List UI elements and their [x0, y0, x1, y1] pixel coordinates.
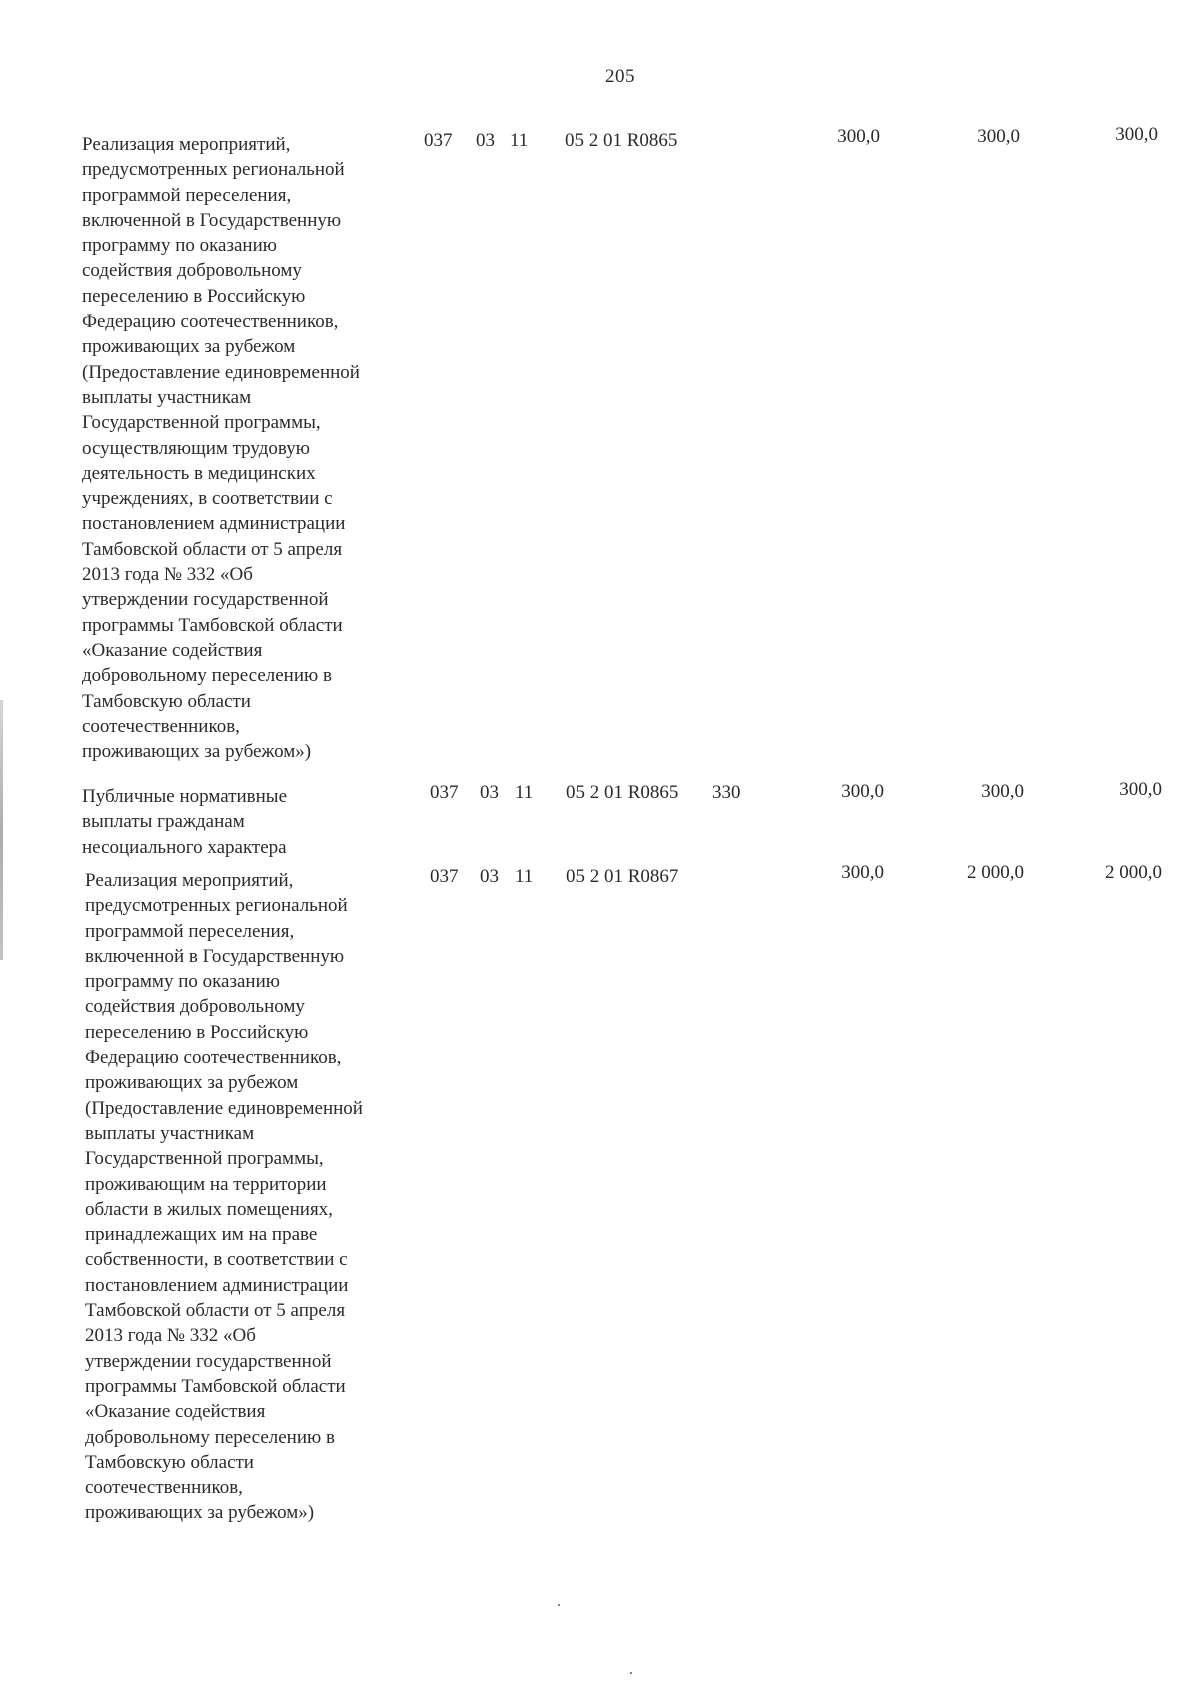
section-code: 03 — [480, 782, 499, 803]
expense-type-code: 330 — [712, 782, 741, 803]
subsection-code: 11 — [510, 130, 529, 151]
amount-1: 300,0 — [837, 126, 880, 147]
amount-2: 300,0 — [981, 781, 1024, 802]
target-article-code: 05 2 01 R0865 — [566, 782, 679, 803]
ministry-code: 037 — [430, 782, 459, 803]
target-article-code: 05 2 01 R0867 — [566, 866, 679, 887]
amount-3: 300,0 — [1115, 124, 1158, 145]
subsection-code: 11 — [515, 866, 534, 887]
page-number: 205 — [605, 66, 635, 87]
section-code: 03 — [476, 130, 495, 151]
row-description: Публичные нормативные выплаты гражданам несоциального характера — [82, 786, 288, 858]
ministry-code: 037 — [424, 130, 453, 151]
amount-1: 300,0 — [841, 862, 884, 883]
scan-speck — [630, 1672, 632, 1674]
scan-speck — [558, 1604, 560, 1606]
section-code: 03 — [480, 866, 499, 887]
row-description: Реализация мероприятий, предусмотренных региональной программой переселения, включенной в Государственную программу по оказанию содействия добровольному переселению в Российскую Федерацию соотечественников, проживающих за рубежом (Предоставление единовременной выплаты участникам Государственной программы, осуществляющим трудовую деятельность в медицинских учреждениях, в соответствии с постановлением администрации Тамбовской области от 5 апреля 2013 года № 332 «Об утверждении государственной программы Тамбовской области «Оказание содействия добровольному переселению в Тамбовскую области соотечественников, проживающих за рубежом») — [82, 134, 360, 763]
amount-2: 300,0 — [977, 126, 1020, 147]
amount-2: 2 000,0 — [967, 862, 1024, 883]
amount-3: 2 000,0 — [1105, 862, 1162, 883]
row-description: Реализация мероприятий, предусмотренных региональной программой переселения, включенной в Государственную программу по оказанию содействия добровольному переселению в Российскую Федерацию соотечественников, проживающих за рубежом (Предоставление единовременной выплаты участникам Государственной программы, проживающим на территории области в жилых помещениях, принадлежащих им на праве собственности, в соответствии с постановлением администрации Тамбовской области от 5 апреля 2013 года № 332 «Об утверждении государственной программы Тамбовской области «Оказание содействия добровольному переселению в Тамбовскую области соотечественников, проживающих за рубежом») — [85, 870, 363, 1524]
amount-1: 300,0 — [841, 781, 884, 802]
target-article-code: 05 2 01 R0865 — [565, 130, 678, 151]
scan-edge-shadow — [0, 700, 3, 960]
subsection-code: 11 — [515, 782, 534, 803]
amount-3: 300,0 — [1119, 779, 1162, 800]
ministry-code: 037 — [430, 866, 459, 887]
